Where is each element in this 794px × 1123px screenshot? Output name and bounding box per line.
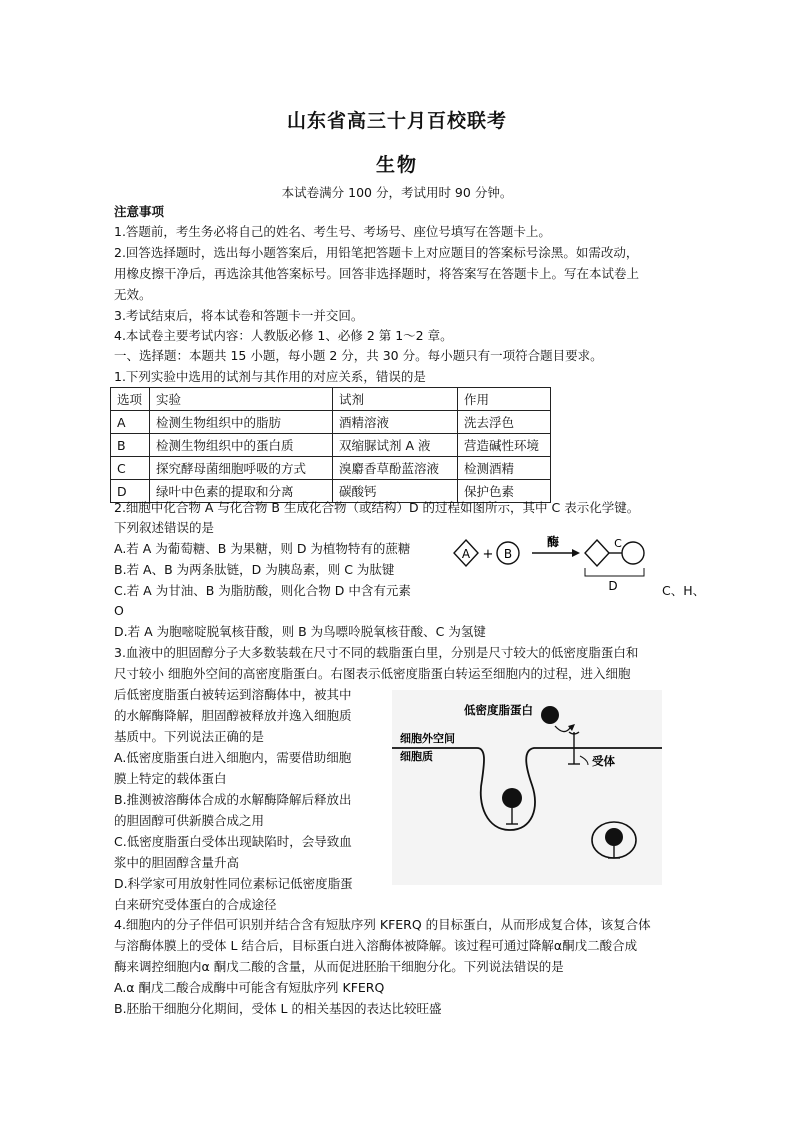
extracellular-label: 细胞外空间 [400,732,455,745]
option-b: B.若 A、B 为两条肽链，D 为胰岛素，则 C 为肽键 [114,562,395,577]
table-row [111,411,551,434]
subject-title: 生物 [375,154,418,176]
table-cell: 洗去浮色 [458,411,551,434]
table-header-cell: 选项 [111,388,150,411]
option-c: C.若 A 为甘油、B 为脂肪酸，则化合物 D 中含有元素 [114,583,411,598]
table-header-cell: 作用 [458,388,551,411]
compound-b-label: B [503,547,513,561]
option-a: A.α 酮戊二酸合成酶中可能含有短肽序列 KFERQ [114,980,385,995]
table-header-row [111,388,551,411]
option-b: B.推测被溶酶体合成的水解酶降解后释放出 [114,792,352,807]
cytoplasm-label: 细胞质 [400,750,433,763]
question-3-line: 3.血液中的胆固醇分子大多数装载在尺寸不同的载脂蛋白里，分别是尺寸较大的低密度脂蛋白和 [114,645,639,660]
table-cell: 溴麝香草酚蓝溶液 [333,457,458,480]
note-line: 无效。 [114,287,152,302]
table-cell: 双缩脲试剂 A 液 [333,434,458,457]
option-c-elements: O [114,603,124,618]
page-title: 山东省高三十月百校联考 [286,110,507,132]
table-cell: A [111,411,150,434]
question-3-line: 后低密度脂蛋白被转运到溶酶体中，被其中 [114,687,352,702]
enzyme-label: 酶 [546,535,560,549]
option-d: 白来研究受体蛋白的合成途径 [114,897,277,912]
option-c: C.低密度脂蛋白受体出现缺陷时，会导致血 [114,834,352,849]
product-d-label: D [608,579,618,593]
question-3-diagram [392,690,662,885]
question-2-stem: 2.细胞中化合物 A 与化合物 B 生成化合物（或结构）D 的过程如图所示，其中 C 表示化学键。 [114,500,640,515]
notes-heading: 注意事项 [114,204,165,219]
table-cell: 碳酸钙 [333,480,458,503]
ldl-label: 低密度脂蛋白 [464,703,533,717]
bond-c-label: C [614,537,622,550]
question-4-line: 与溶酶体膜上的受体 L 结合后，目标蛋白进入溶酶体被降解。该过程可通过降解α酮戊二酸合成 [114,938,638,953]
question-3-line: 基质中。下列说法正确的是 [114,729,265,744]
table-cell: 营造碱性环境 [458,434,551,457]
table-row [111,434,551,457]
option-c: 浆中的胆固醇含量升高 [114,855,240,870]
question-3-line: 的水解酶降解，胆固醇被释放并逸入细胞质 [114,708,352,723]
question-4-line: 酶来调控细胞内α 酮戊二酸的含量，从而促进胚胎干细胞分化。下列说法错误的是 [114,959,564,974]
note-line: 3.考试结束后，将本试卷和答题卡一并交回。 [114,308,364,323]
table-cell: C [111,457,150,480]
note-line: 1.答题前，考生务必将自己的姓名、考生号、考场号、座位号填写在答题卡上。 [114,224,551,239]
question-4-line: 4.细胞内的分子伴侣可识别并结合含有短肽序列 KFERQ 的目标蛋白，从而形成复合体，该复合体 [114,917,651,932]
compound-a-label: A [461,547,471,561]
table-cell: 检测酒精 [458,457,551,480]
table-cell: 绿叶中色素的提取和分离 [150,480,333,503]
table-header-cell: 试剂 [333,388,458,411]
question-2-diagram [450,528,650,596]
exam-info: 本试卷满分 100 分，考试用时 90 分钟。 [281,185,513,200]
option-c-elements: C、H、 [662,583,706,598]
note-line: 4.本试卷主要考试内容：人教版必修 1、必修 2 第 1～2 章。 [114,328,453,343]
plus-sign: + [482,547,494,562]
option-a: A.若 A 为葡萄糖、B 为果糖，则 D 为植物特有的蔗糖 [114,541,411,556]
table-cell: 检测生物组织中的脂肪 [150,411,333,434]
question-2-stem: 下列叙述错误的是 [114,520,215,535]
option-d: D.科学家可用放射性同位素标记低密度脂蛋 [114,876,353,891]
table-cell: 酒精溶液 [333,411,458,434]
question-3-line: 尺寸较小 细胞外空间的高密度脂蛋白。右图表示低密度脂蛋白转运至细胞内的过程，进入细胞 [114,666,631,681]
option-a: A.低密度脂蛋白进入细胞内，需要借助细胞 [114,750,352,765]
table-header-cell: 实验 [150,388,333,411]
question-1-table [110,387,551,503]
table-row [111,457,551,480]
note-line: 用橡皮擦干净后，再选涂其他答案标号。回答非选择题时，将答案写在答题卡上。写在本试卷上 [114,266,640,281]
option-a: 膜上特定的载体蛋白 [114,771,227,786]
table-cell: 保护色素 [458,480,551,503]
question-1-stem: 1.下列实验中选用的试剂与其作用的对应关系，错误的是 [114,369,426,384]
note-line: 2.回答选择题时，选出每小题答案后，用铅笔把答题卡上对应题目的答案标号涂黑。如需改动， [114,245,639,260]
option-b: 的胆固醇可供新膜合成之用 [114,813,265,828]
table-cell: 检测生物组织中的蛋白质 [150,434,333,457]
option-b: B.胚胎干细胞分化期间，受体 L 的相关基因的表达比较旺盛 [114,1001,442,1016]
table-cell: B [111,434,150,457]
receptor-label: 受体 [592,754,615,768]
table-cell: 探究酵母菌细胞呼吸的方式 [150,457,333,480]
option-d: D.若 A 为胞嘧啶脱氧核苷酸，则 B 为鸟嘌呤脱氧核苷酸、C 为氢键 [114,624,486,639]
section-heading: 一、选择题：本题共 15 小题，每小题 2 分，共 30 分。每小题只有一项符合题目要求。 [114,348,603,363]
table-cell: D [111,480,150,503]
